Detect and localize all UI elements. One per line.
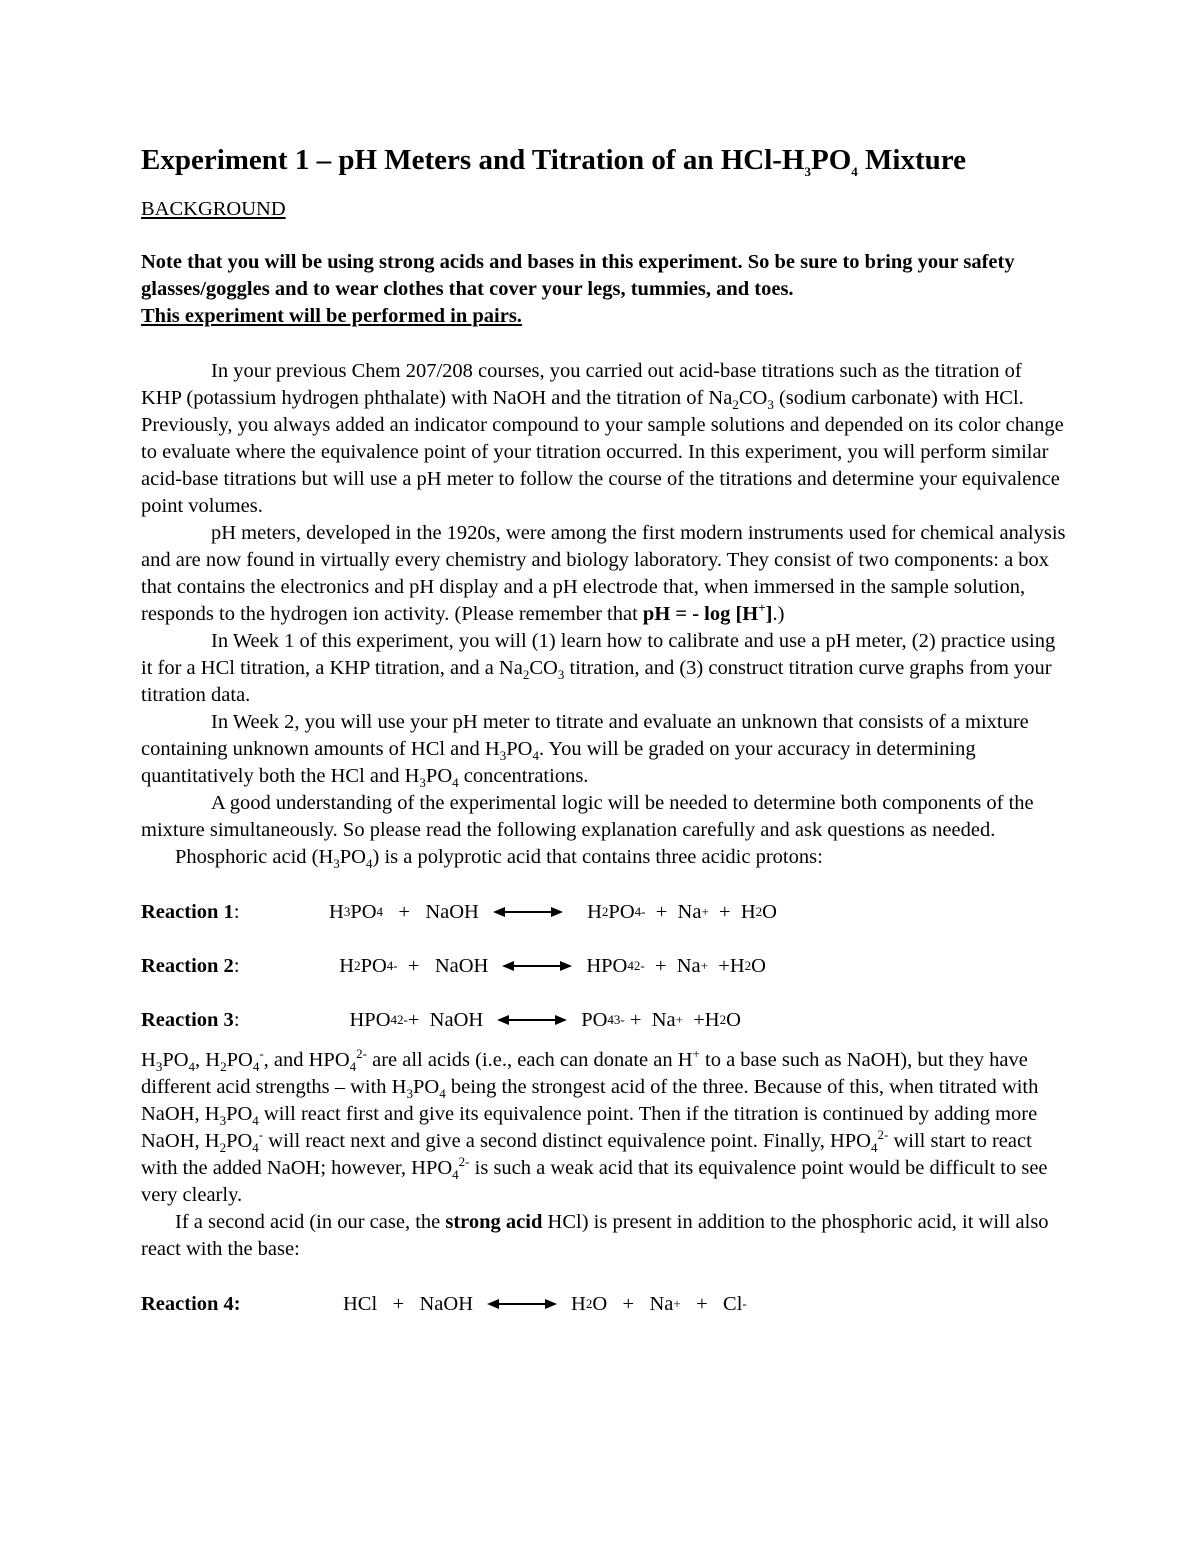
paragraph-second-acid: If a second acid (in our case, the strong acid HCl) is present in addition to the phosphoric acid, it will also react with the base:: [141, 1211, 1049, 1260]
reaction-3-label: Reaction 3: [141, 1008, 234, 1031]
reaction-2-label: Reaction 2: [141, 954, 234, 977]
pairs-note: This experiment will be performed in pairs.: [141, 305, 522, 327]
page-title: Experiment 1 – pH Meters and Titration of an HCl-$H_3PO_4$ Mixture: [141, 144, 966, 179]
reaction-4-label: Reaction 4:: [141, 1292, 241, 1315]
ph-formula: pH = - log [H+]: [642, 600, 773, 625]
document-page: [141, 140, 1066, 1331]
reaction-3: Reaction 3: HPO 4 2- + NaOH PO 4 3- + Na + + H 2 O: [141, 1008, 741, 1031]
safety-note: Note that you will be using strong acids and bases in this experiment. So be sure to bring your safety glasses/goggles and to wear clothes that cover your legs, tummies, and toes. This experiment will be performed in pairs.: [141, 251, 1015, 327]
reaction-4: Reaction 4: HCl + NaOH H 2 O + Na + + Cl -: [141, 1292, 747, 1315]
paragraph-week2: In Week 2, you will use your pH meter to titrate and evaluate an unknown that consists of a mixture containing unknown amounts of HCl and $H_3PO_4$. You will be graded on your accuracy in determining quantitatively both the HCl and $H_3PO_4$ concentrations.: [141, 711, 1029, 791]
paragraph-acid-strengths: $H_3PO_4$, $H_2PO_4^-$, and $HPO_4^{2-}$ are all acids (i.e., each can donate an H+ to a base such as NaOH), but they have different acid strengths – with $H_3PO_4$ being the strongest acid of the three. Because of this, when titrated with NaOH, $H_3PO_4$ will react first and give its equivalence point. Then if the titration is continued by adding more NaOH, $H_2PO_4^-$ will react next and give a second distinct equivalence point. Finally, $HPO_4^{2-}$ will start to react with the added NaOH; however, $HPO_4^{2-}$ is such a weak acid that its equivalence point would be difficult to see very clearly.: [141, 1046, 1048, 1206]
paragraph-previous-courses: In your previous Chem 207/208 courses, you carried out acid-base titrations such as the titration of KHP (potassium hydrogen phthalate) with NaOH and the titration of $Na_2CO_3$ (sodium carbonate) with HCl. Previously, you always added an indicator compound to your sample solutions and depended on its color change to evaluate where the equivalence point of your titration occurred. In this experiment, you will perform similar acid-base titrations but will use a pH meter to follow the course of the titrations and determine your equivalence point volumes.: [141, 360, 1064, 517]
reaction-1: Reaction 1: H 3 PO 4 + NaOH H 2 PO 4 - + Na + + H 2 O: [141, 900, 777, 923]
background-heading: BACKGROUND: [141, 198, 286, 220]
double-arrow-icon: [493, 906, 563, 918]
double-arrow-icon: [487, 1298, 557, 1310]
double-arrow-icon: [502, 960, 572, 972]
reaction-1-label: Reaction 1: [141, 900, 234, 923]
paragraph-logic: A good understanding of the experimental logic will be needed to determine both components of the mixture simultaneously. So please read the following explanation carefully and ask questions as needed.: [141, 792, 1034, 841]
reaction-2: Reaction 2: H 2 PO 4 - + NaOH HPO 4 2- + Na + + H 2 O: [141, 954, 766, 977]
double-arrow-icon: [497, 1014, 567, 1026]
paragraph-ph-meters: pH meters, developed in the 1920s, were among the first modern instruments used for chemical analysis and are now found in virtually every chemistry and biology laboratory. They consist of two components: a box that contains the electronics and pH display and a pH electrode that, when immersed in the sample solution, responds to the hydrogen ion activity. (Please remember that pH = - log [H+].): [141, 522, 1066, 625]
paragraph-week1: In Week 1 of this experiment, you will (1) learn how to calibrate and use a pH meter, (2) practice using it for a HCl titration, a KHP titration, and a $Na_2CO_3$ titration, and (3) construct titration curve graphs from your titration data.: [141, 630, 1056, 706]
paragraph-phosphoric-acid: Phosphoric acid $(H_3PO_4)$ is a polyprotic acid that contains three acidic protons:: [175, 846, 823, 872]
